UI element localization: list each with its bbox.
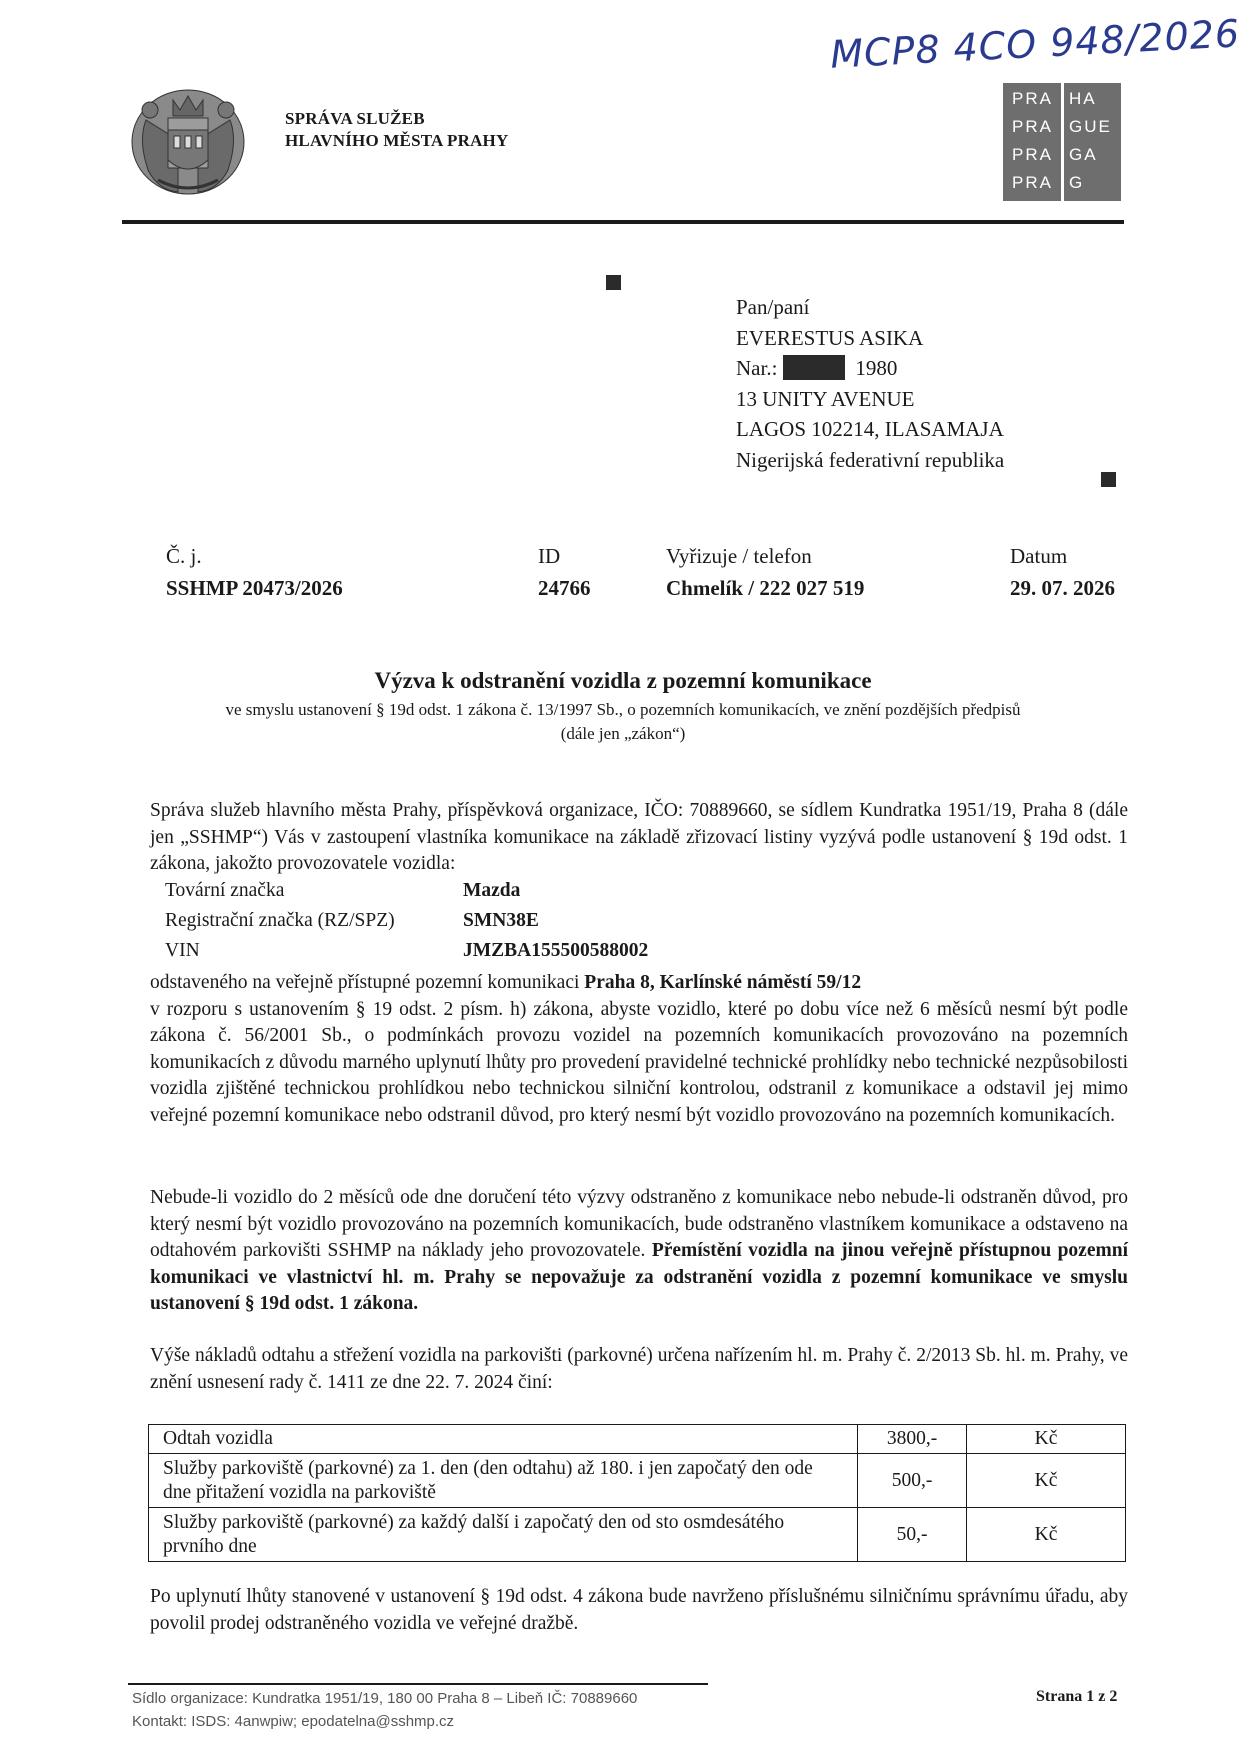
organization-name [285,108,508,152]
document-subtitle: ve smyslu ustanovení § 19d odst. 1 zákona č. 13/1997 Sb., o pozemních komunikacích, ve znění pozdějších předpisů (dále jen „zákon“) [225,700,1021,743]
recipient-country: Nigerijská federativní republika [736,447,1005,472]
table-row [149,1425,1126,1454]
header-divider [122,220,1124,224]
reference-cj: Č. j. SSHMP 20473/2026 [166,544,343,600]
fee-item: Služby parkoviště (parkovné) za 1. den (den odtahu) až 180. i jen započatý den ode dne přitažení vozidla na parkoviště [149,1454,858,1508]
fee-amount: 3800,- [858,1425,967,1454]
recipient-address [736,292,1004,475]
prague-logo-row: PRA GUE [1012,117,1112,136]
costs-paragraph: Výše nákladů odtahu a střežení vozidla na parkovišti (parkovné) určena nařízením hl. m. Prahy č. 2/2013 Sb. hl. m. Prahy, ve znění usnesení rady č. 1411 ze dne 22. 7. 2024 činí: [150,1345,1128,1393]
table-row [149,1454,1126,1508]
fee-currency: Kč [967,1508,1126,1562]
table-row [149,1508,1126,1562]
vehicle-vin: VIN JMZBA155500588002 [165,940,649,961]
vehicle-plate: Registrační značka (RZ/SPZ) SMN38E [165,910,539,931]
fee-table [148,1424,1126,1562]
fee-amount: 50,- [858,1508,967,1562]
reference-date: Datum 29. 07. 2026 [1010,544,1115,600]
vehicle-make: Tovární značka Mazda [165,880,521,901]
fee-amount: 500,- [858,1454,967,1508]
recipient-birth: Nar.: 1980 [736,356,898,380]
footer-address: Sídlo organizace: Kundratka 1951/19, 180 00 Praha 8 – Libeň IČ: 70889660 [132,1690,638,1707]
handwritten-reference: MCP8 4CO 948/2026 [829,11,1242,77]
coat-of-arms-icon [128,80,248,200]
footer-divider [128,1683,708,1685]
main-paragraph: odstaveného na veřejně přístupné pozemní komunikaci Praha 8, Karlínské náměstí 59/12 v rozporu s ustanovením § 19 odst. 2 písm. h) zákona, abyste vozidlo, které po dobu více než 6 měsíců nesmí být podle zákona č. 56/2001 Sb., o podmínkách provozu vozidel na pozemních komunikacích provozováno na pozemních komunikacích z důvodu marného uplynutí lhůty pro provedení pravidelné technické prohlídky nebo technické nezpůsobilosti vozidla zjištěné technickou prohlídkou nebo technickou silniční kontrolou, odstranil z komunikace a odstavil jej mimo veřejné pozemní komunikace nebo odstranil důvod, pro který nesmí být vozidlo provozováno na pozemních komunikacích. [150,972,1128,1126]
prague-logo [1003,83,1121,201]
reference-contact: Vyřizuje / telefon Chmelík / 222 027 519 [666,544,865,600]
prague-logo-row: PRA HA [1012,89,1097,108]
fee-currency: Kč [967,1425,1126,1454]
removal-paragraph: Nebude-li vozidlo do 2 měsíců ode dne doručení této výzvy odstraněno z komunikace nebo nebude-li odstraněn důvod, pro který nesmí být vozidlo provozováno na pozemních komunikacích, bude odstraněno vlastníkem komunikace a odstaveno na odtahovém parkovišti SSHMP na náklady jeho provozovatele. Přemístění vozidla na jinou veřejně přístupnou pozemní komunikaci ve vlastnictví hl. m. Prahy se nepovažuje za odstranění vozidla z pozemní komunikace ve smyslu ustanovení § 19d odst. 1 zákona. [150,1187,1128,1314]
fee-item: Odtah vozidla [149,1425,858,1454]
prague-logo-row: PRA G [1012,173,1085,192]
fee-item: Služby parkoviště (parkovné) za každý další i započatý den od sto osmdesátého prvního dne [149,1508,858,1562]
fee-currency: Kč [967,1454,1126,1508]
address-window-mark [1101,472,1116,487]
auction-paragraph: Po uplynutí lhůty stanovené v ustanovení § 19d odst. 4 zákona bude navrženo příslušnému silničnímu správnímu úřadu, aby povolil prodej odstraněného vozidla ve veřejné dražbě. [150,1586,1128,1634]
page-number: Strana 1 z 2 [1036,1688,1118,1705]
recipient-name: EVERESTUS ASIKA [736,325,924,350]
redacted-birthdate [783,355,845,380]
org-name-line1: SPRÁVA SLUŽEB [285,109,425,128]
document-title: Výzva k odstranění vozidla z pozemní komunikace [374,668,872,693]
org-name-line2: HLAVNÍHO MĚSTA PRAHY [285,131,509,150]
reference-id: ID 24766 [538,544,591,600]
vehicle-location: Praha 8, Karlínské náměstí 59/12 [584,972,862,993]
footer-info [132,1687,637,1733]
recipient-city: LAGOS 102214, ILASAMAJA [736,417,1004,441]
recipient-street: 13 UNITY AVENUE [736,386,915,411]
address-window-mark [606,275,621,290]
prague-logo-row: PRA GA [1012,145,1098,164]
footer-contact: Kontakt: ISDS: 4anwpiw; epodatelna@sshmp.cz [132,1713,455,1730]
recipient-salutation: Pan/paní [736,295,810,319]
intro-paragraph: Správa služeb hlavního města Prahy, příspěvková organizace, IČO: 70889660, se sídlem Kundratka 1951/19, Praha 8 (dále jen „SSHMP“) Vás v zastoupení vlastníka komunikace na základě zřizovací listiny vyzývá podle ustanovení § 19d odst. 1 zákona, jakožto provozovatele vozidla: [150,800,1128,874]
